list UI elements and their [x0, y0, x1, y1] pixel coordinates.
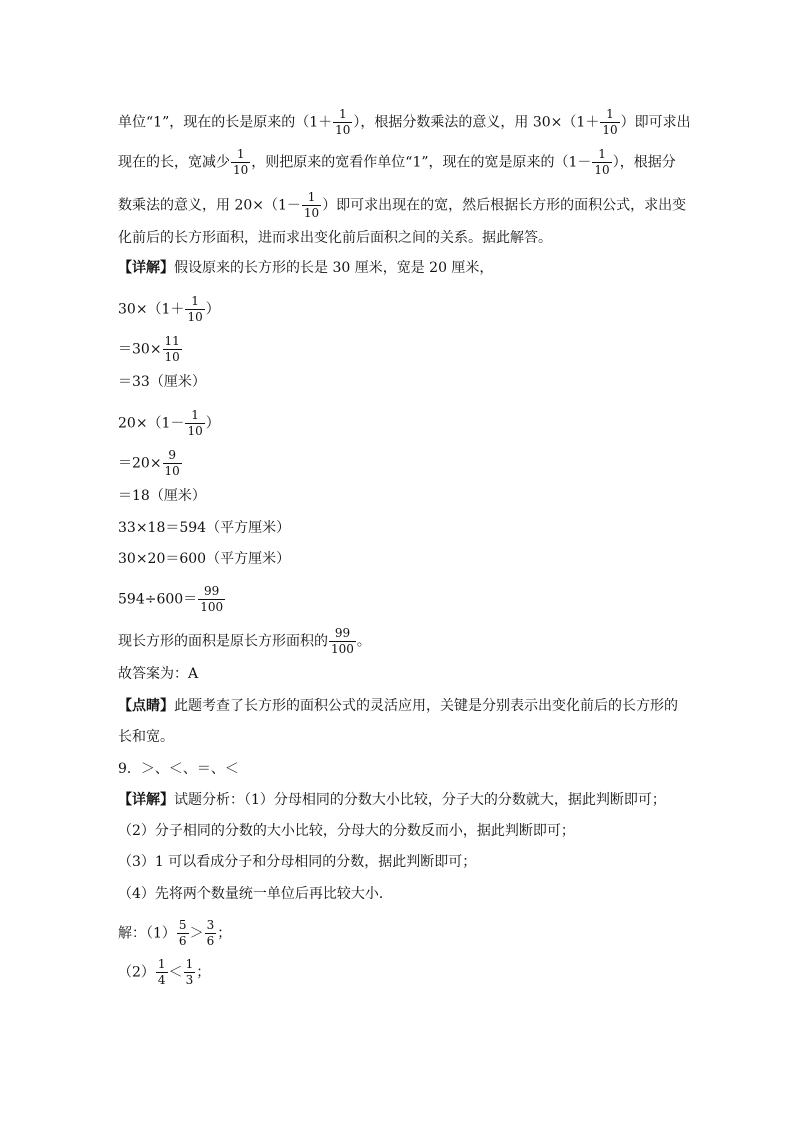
- numerator: 1: [333, 107, 352, 123]
- numerator: 11: [164, 334, 180, 348]
- text: 单位“1”，现在的长是原来的（1＋: [118, 114, 333, 131]
- numerator: 1: [185, 957, 194, 971]
- text: ），根据分数乘法的意义，用 30×（1＋: [353, 114, 600, 131]
- math-line: [118, 408, 220, 439]
- answer-line: 故答案为：A: [118, 666, 199, 682]
- denominator: 10: [602, 123, 618, 137]
- text-line: [118, 147, 676, 178]
- fraction: [163, 334, 182, 365]
- math-line: [118, 294, 220, 325]
- text: 594÷600＝: [118, 591, 198, 608]
- text: 解：（1）: [118, 925, 176, 942]
- text: ）: [205, 415, 220, 432]
- text: 现在的长，宽减少: [118, 154, 230, 171]
- denominator: 10: [164, 350, 180, 364]
- fraction: [600, 107, 619, 138]
- text-line: [118, 258, 493, 278]
- text: ；: [217, 925, 232, 942]
- fraction: [333, 107, 352, 138]
- denominator: 6: [206, 934, 215, 948]
- text-line: 长和宽。: [118, 729, 174, 745]
- fraction: [156, 957, 168, 988]
- text-line: [118, 190, 686, 221]
- denominator: 10: [233, 163, 249, 177]
- denominator: 10: [187, 424, 203, 438]
- denominator: 10: [594, 163, 610, 177]
- text: ＝30×: [118, 341, 162, 358]
- text: 假设原来的长方形的长是 30 厘米，宽是 20 厘米，: [174, 260, 494, 276]
- fraction: [184, 957, 196, 988]
- numerator: 1: [592, 147, 611, 163]
- text-line: （4）先将两个数量统一单位后再比较大小．: [118, 886, 393, 902]
- numerator: 3: [206, 918, 215, 932]
- numerator: 1: [302, 190, 321, 206]
- text: （2）: [118, 964, 155, 981]
- denominator: 10: [164, 464, 180, 478]
- numerator: 1: [231, 147, 250, 163]
- text: ）即可求出: [620, 114, 691, 131]
- fraction: [231, 147, 250, 178]
- fraction: [198, 584, 225, 615]
- text-line: （2）分子相同的分数的大小比较，分母大的分数反而小，据此判断即可；: [118, 823, 575, 839]
- fraction: [592, 147, 611, 178]
- text: 试题分析：（1）分母相同的分数大小比较，分子大的分数就大，据此判断即可；: [174, 792, 666, 808]
- denominator: 3: [185, 973, 194, 987]
- math-line: [118, 448, 183, 479]
- section-tag: 【点睛】: [118, 698, 174, 714]
- text: 20×（1－: [118, 415, 185, 432]
- comparison-operator: ＞: [189, 925, 204, 942]
- numerator: 1: [157, 957, 166, 971]
- numerator: 1: [600, 107, 619, 123]
- text-line: （3）1 可以看成分子和分母相同的分数，据此判断即可；: [118, 854, 477, 870]
- text: ，则把原来的宽看作单位“1”，现在的宽是原来的（1－: [251, 154, 592, 171]
- text: ＝20×: [118, 455, 162, 472]
- text: 现长方形的面积是原长方形面积的: [118, 633, 328, 650]
- numerator: 9: [163, 448, 182, 464]
- math-line: ＝18（厘米）: [118, 488, 206, 504]
- denominator: 10: [303, 206, 320, 220]
- math-line: ＝33（厘米）: [118, 374, 206, 390]
- numerator: 99: [198, 584, 225, 600]
- section-tag: 【详解】: [118, 792, 174, 808]
- fraction: [185, 408, 204, 439]
- comparison-operator: ＜: [168, 964, 183, 981]
- denominator: 10: [187, 310, 203, 324]
- text: 。: [356, 633, 371, 650]
- math-line: [118, 334, 183, 365]
- denominator: 10: [335, 123, 351, 137]
- text: 30×（1＋: [118, 301, 185, 318]
- fraction: [177, 918, 189, 949]
- text-line: [118, 107, 691, 138]
- math-line: [118, 957, 210, 988]
- math-line: 33×18＝594（平方厘米）: [118, 520, 291, 536]
- fraction: [329, 626, 356, 657]
- section-tag: 【详解】: [118, 260, 174, 276]
- text: ；: [196, 964, 211, 981]
- text: ），根据分: [612, 154, 676, 171]
- text: 此题考查了长方形的面积公式的灵活应用，关键是分别表示出变化前后的长方形的: [174, 698, 678, 714]
- denominator: 100: [331, 642, 354, 656]
- numerator: 1: [185, 408, 204, 424]
- text: ）即可求出现在的宽，然后根据长方形的面积公式，求出变: [322, 197, 687, 214]
- fraction: [185, 294, 204, 325]
- text-line: [118, 626, 371, 657]
- text-line: 化前后的长方形面积，进而求出变化前后面积之间的关系。据此解答。: [118, 230, 552, 246]
- numerator: 99: [329, 626, 356, 642]
- math-line: 30×20＝600（平方厘米）: [118, 551, 291, 567]
- fraction: [163, 448, 182, 479]
- fraction: [302, 190, 321, 221]
- denominator: 6: [178, 934, 187, 948]
- text-line: [118, 696, 678, 716]
- denominator: 100: [200, 600, 224, 614]
- numerator: 5: [178, 918, 187, 932]
- answer-line: 9．＞、＜、＝、＜: [118, 761, 239, 777]
- text: ）: [205, 301, 220, 318]
- denominator: 4: [157, 973, 166, 987]
- fraction: [205, 918, 217, 949]
- math-line: [118, 918, 231, 949]
- text: 数乘法的意义，用 20×（1－: [118, 197, 301, 214]
- numerator: 1: [185, 294, 204, 310]
- math-line: [118, 584, 226, 615]
- text-line: [118, 790, 666, 810]
